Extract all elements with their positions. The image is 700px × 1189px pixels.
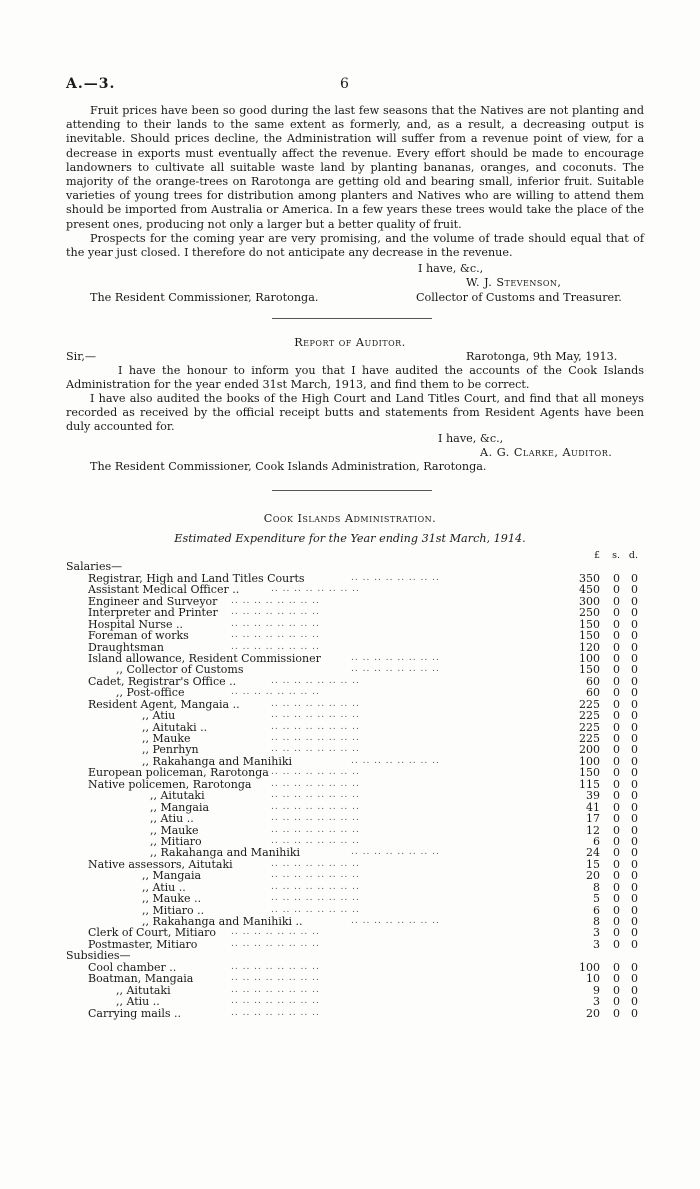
amount-pounds: 450 — [579, 583, 600, 597]
row-label: Boatman, Mangaia — [88, 972, 194, 986]
amount-shillings: 0 — [613, 754, 620, 768]
row-label: European policeman, Rarotonga — [88, 766, 269, 780]
amount-pence: 0 — [631, 709, 638, 723]
leader-dots: .. .. .. .. .. .. .. .. — [271, 824, 360, 835]
leader-dots: .. .. .. .. .. .. .. .. — [231, 630, 320, 641]
row-label: ,, Atiu .. — [142, 880, 186, 894]
amount-shillings: 0 — [613, 926, 620, 940]
amount-shillings: 0 — [613, 995, 620, 1009]
amount-shillings: 0 — [613, 583, 620, 597]
leader-dots: .. .. .. .. .. .. .. .. — [231, 607, 320, 618]
amount-shillings: 0 — [613, 732, 620, 745]
leader-dots: .. .. .. .. .. .. .. .. — [271, 790, 360, 801]
row-label: Draughtsman — [88, 640, 164, 654]
amount-shillings: 0 — [613, 834, 620, 848]
amount-pence: 0 — [631, 937, 638, 951]
row-label: ,, Atiu — [142, 709, 176, 723]
amount-pence: 0 — [631, 720, 638, 734]
amount-pence: 0 — [631, 686, 638, 700]
amount-shillings: 0 — [613, 857, 620, 871]
amount-pence: 0 — [631, 903, 638, 917]
row-label: Carrying mails .. — [88, 1006, 182, 1020]
amount-shillings: 0 — [613, 972, 620, 986]
leader-dots: .. .. .. .. .. .. .. .. — [231, 595, 320, 606]
amount-pounds: 9 — [593, 983, 600, 997]
leader-dots: .. .. .. .. .. .. .. .. — [351, 572, 440, 583]
amount-pounds: 3 — [593, 937, 600, 951]
row-label: Cool chamber .. — [88, 960, 177, 974]
amount-shillings: 0 — [613, 915, 620, 928]
row-label: Assistant Medical Officer .. — [88, 583, 240, 597]
table-row — [66, 790, 646, 801]
row-label: Postmaster, Mitiaro — [88, 937, 198, 951]
amount-shillings: 0 — [613, 960, 620, 974]
leader-dots: .. .. .. .. .. .. .. .. — [271, 584, 360, 595]
amount-pounds: 150 — [579, 617, 600, 631]
divider-rule — [272, 318, 432, 319]
amount-pounds: 6 — [593, 834, 600, 848]
column-headers — [66, 550, 646, 561]
paragraph-prospects: Prospects for the coming year are very promising, and the volume of trade should equal that of the year just closed. I therefore do not anticipate any decrease in the revenue. — [66, 232, 644, 260]
amount-shillings: 0 — [613, 892, 620, 906]
amount-pounds: 225 — [579, 697, 600, 711]
amount-pence: 0 — [631, 857, 638, 871]
row-label: ,, Aitutaki .. — [142, 720, 208, 734]
table-row — [66, 687, 646, 698]
leader-dots: .. .. .. .. .. .. .. .. — [231, 996, 320, 1007]
leader-dots: .. .. .. .. .. .. .. .. — [271, 881, 360, 892]
amount-shillings: 0 — [613, 594, 620, 608]
leader-dots: .. .. .. .. .. .. .. .. — [351, 664, 440, 675]
leader-dots: .. .. .. .. .. .. .. .. — [231, 984, 320, 995]
amount-shillings: 0 — [613, 903, 620, 917]
table-row — [66, 710, 646, 721]
amount-pounds: 225 — [579, 720, 600, 734]
amount-shillings: 0 — [613, 789, 620, 803]
amount-pence: 0 — [631, 777, 638, 791]
amount-shillings: 0 — [613, 663, 620, 677]
amount-pounds: 60 — [586, 674, 600, 688]
amount-pounds: 20 — [586, 869, 600, 883]
leader-dots: .. .. .. .. .. .. .. .. — [271, 870, 360, 881]
row-label: ,, Atiu .. — [116, 995, 160, 1009]
row-label: ,, Rakahanga and Manihiki — [142, 754, 293, 768]
row-label: Subsidies— — [66, 949, 131, 963]
amount-pence: 0 — [631, 754, 638, 768]
amount-pounds: 100 — [579, 960, 600, 974]
auditor-place-date: Rarotonga, 9th May, 1913. — [466, 350, 618, 363]
amount-pounds: 350 — [579, 571, 600, 585]
row-label: Clerk of Court, Mitiaro — [88, 926, 217, 940]
amount-shillings: 0 — [613, 846, 620, 860]
amount-shillings: 0 — [613, 937, 620, 951]
amount-pence: 0 — [631, 663, 638, 677]
leader-dots: .. .. .. .. .. .. .. .. — [231, 618, 320, 629]
amount-pence: 0 — [631, 800, 638, 814]
row-label: ,, Aitutaki — [150, 789, 205, 803]
amount-pounds: 250 — [579, 606, 600, 620]
amount-pence: 0 — [631, 617, 638, 631]
amount-pence: 0 — [631, 640, 638, 654]
leader-dots: .. .. .. .. .. .. .. .. — [271, 858, 360, 869]
row-label: Foreman of works — [88, 629, 189, 643]
amount-pence: 0 — [631, 812, 638, 826]
auditor-addressee: The Resident Commissioner, Cook Islands Administration, Rarotonga. — [90, 460, 487, 473]
row-label: Native assessors, Aitutaki — [88, 857, 233, 871]
col-pounds-header: £ — [593, 550, 600, 561]
amount-pounds: 225 — [579, 732, 600, 745]
leader-dots: .. .. .. .. .. .. .. .. — [231, 938, 320, 949]
row-label: ,, Collector of Customs — [116, 663, 244, 677]
estimate-subtitle: Estimated Expenditure for the Year ending 31st March, 1914. — [174, 532, 526, 545]
row-label: ,, Aitutaki — [116, 983, 171, 997]
amount-shillings: 0 — [613, 823, 620, 837]
amount-pounds: 3 — [593, 995, 600, 1009]
leader-dots: .. .. .. .. .. .. .. .. — [231, 973, 320, 984]
amount-shillings: 0 — [613, 709, 620, 723]
row-label: Native policemen, Rarotonga — [88, 777, 252, 791]
amount-pounds: 3 — [593, 926, 600, 940]
amount-pence: 0 — [631, 732, 638, 745]
amount-pounds: 39 — [586, 789, 600, 803]
col-shillings-header: s. — [612, 550, 620, 561]
amount-pence: 0 — [631, 789, 638, 803]
leader-dots: .. .. .. .. .. .. .. .. — [271, 710, 360, 721]
letter1-addressee: The Resident Commissioner, Rarotonga. — [90, 291, 319, 304]
leader-dots: .. .. .. .. .. .. .. .. — [271, 835, 360, 846]
row-label: Registrar, High and Land Titles Courts — [88, 571, 305, 585]
amount-pence: 0 — [631, 571, 638, 585]
amount-shillings: 0 — [613, 880, 620, 894]
row-label: ,, Rakahanga and Manihiki — [150, 846, 301, 860]
amount-pounds: 8 — [593, 880, 600, 894]
amount-pence: 0 — [631, 869, 638, 883]
row-label: ,, Mangaia — [142, 869, 202, 883]
amount-shillings: 0 — [613, 651, 620, 665]
divider-rule-2 — [272, 490, 432, 491]
row-label: ,, Mauke — [150, 823, 199, 837]
amount-shillings: 0 — [613, 800, 620, 814]
leader-dots: .. .. .. .. .. .. .. .. — [271, 904, 360, 915]
leader-dots: .. .. .. .. .. .. .. .. — [351, 755, 440, 766]
amount-shillings: 0 — [613, 686, 620, 700]
auditor-salutation: Sir,— — [66, 350, 97, 363]
amount-pence: 0 — [631, 846, 638, 860]
leader-dots: .. .. .. .. .. .. .. .. — [271, 721, 360, 732]
amount-pounds: 150 — [579, 629, 600, 643]
amount-pounds: 200 — [579, 743, 600, 757]
leader-dots: .. .. .. .. .. .. .. .. — [271, 801, 360, 812]
amount-shillings: 0 — [613, 697, 620, 711]
amount-pounds: 15 — [586, 857, 600, 871]
amount-pounds: 24 — [586, 846, 600, 860]
leader-dots: .. .. .. .. .. .. .. .. — [271, 767, 360, 778]
row-label: ,, Mangaia — [150, 800, 210, 814]
row-label: Resident Agent, Mangaia .. — [88, 697, 240, 711]
row-label: ,, Rakahanga and Manihiki .. — [142, 915, 303, 928]
row-label: ,, Mitiaro .. — [142, 903, 205, 917]
amount-pounds: 10 — [586, 972, 600, 986]
leader-dots: .. .. .. .. .. .. .. .. — [271, 778, 360, 789]
amount-pence: 0 — [631, 594, 638, 608]
amount-pence: 0 — [631, 926, 638, 940]
amount-shillings: 0 — [613, 674, 620, 688]
table-row — [66, 607, 646, 618]
leader-dots: .. .. .. .. .. .. .. .. — [271, 893, 360, 904]
amount-pence: 0 — [631, 674, 638, 688]
table-row — [66, 996, 646, 1007]
amount-pence: 0 — [631, 629, 638, 643]
expenditure-rows — [66, 561, 646, 1019]
amount-pounds: 60 — [586, 686, 600, 700]
table-row — [66, 939, 646, 950]
amount-shillings: 0 — [613, 1006, 620, 1020]
table-row — [66, 1008, 646, 1019]
amount-pence: 0 — [631, 972, 638, 986]
leader-dots: .. .. .. .. .. .. .. .. — [271, 744, 360, 755]
amount-pence: 0 — [631, 892, 638, 906]
leader-dots: .. .. .. .. .. .. .. .. — [231, 1007, 320, 1018]
row-label: Hospital Nurse .. — [88, 617, 184, 631]
amount-pounds: 12 — [586, 823, 600, 837]
amount-shillings: 0 — [613, 743, 620, 757]
table-row — [66, 973, 646, 984]
row-label: ,, Post-office — [116, 686, 185, 700]
leader-dots: .. .. .. .. .. .. .. .. — [271, 698, 360, 709]
amount-pence: 0 — [631, 743, 638, 757]
amount-pence: 0 — [631, 1006, 638, 1020]
amount-pence: 0 — [631, 983, 638, 997]
amount-shillings: 0 — [613, 571, 620, 585]
auditor-heading: Report of Auditor. — [294, 336, 406, 349]
amount-pounds: 100 — [579, 754, 600, 768]
row-label: Island allowance, Resident Commissioner — [88, 651, 321, 665]
leader-dots: .. .. .. .. .. .. .. .. — [271, 813, 360, 824]
letter1-signatory-title: Collector of Customs and Treasurer. — [416, 291, 622, 304]
auditor-closing: I have, &c., — [438, 432, 504, 445]
amount-pounds: 41 — [586, 800, 600, 814]
leader-dots: .. .. .. .. .. .. .. .. — [351, 847, 440, 858]
amount-shillings: 0 — [613, 983, 620, 997]
amount-pence: 0 — [631, 606, 638, 620]
amount-pounds: 100 — [579, 651, 600, 665]
col-pence-header: d. — [628, 550, 638, 561]
amount-shillings: 0 — [613, 812, 620, 826]
letter1-closing: I have, &c., — [418, 262, 484, 275]
row-label: ,, Atiu .. — [150, 812, 194, 826]
amount-pounds: 8 — [593, 915, 600, 928]
row-label: ,, Mitiaro — [150, 834, 202, 848]
row-label: Salaries— — [66, 560, 123, 574]
amount-pence: 0 — [631, 960, 638, 974]
letter1-signatory: W. J. Stevenson, — [466, 276, 562, 289]
leader-dots: .. .. .. .. .. .. .. .. — [231, 927, 320, 938]
amount-pence: 0 — [631, 834, 638, 848]
amount-pounds: 150 — [579, 663, 600, 677]
leader-dots: .. .. .. .. .. .. .. .. — [231, 961, 320, 972]
amount-pounds: 225 — [579, 709, 600, 723]
table-row — [66, 870, 646, 881]
table-row — [66, 630, 646, 641]
row-label: ,, Mauke .. — [142, 892, 202, 906]
amount-shillings: 0 — [613, 869, 620, 883]
amount-pounds: 5 — [593, 892, 600, 906]
amount-shillings: 0 — [613, 777, 620, 791]
expenditure-table — [66, 550, 646, 1019]
amount-pounds: 20 — [586, 1006, 600, 1020]
amount-pence: 0 — [631, 583, 638, 597]
amount-pence: 0 — [631, 880, 638, 894]
amount-pounds: 115 — [579, 777, 600, 791]
document-code: A.—3. — [66, 76, 116, 92]
amount-pounds: 120 — [579, 640, 600, 654]
amount-pence: 0 — [631, 766, 638, 780]
leader-dots: .. .. .. .. .. .. .. .. — [351, 652, 440, 663]
amount-shillings: 0 — [613, 617, 620, 631]
amount-shillings: 0 — [613, 766, 620, 780]
leader-dots: .. .. .. .. .. .. .. .. — [231, 687, 320, 698]
row-label: ,, Mauke — [142, 732, 191, 745]
row-label: Engineer and Surveyor — [88, 594, 218, 608]
row-label: ,, Penrhyn — [142, 743, 199, 757]
row-label: Cadet, Registrar's Office .. — [88, 674, 237, 688]
amount-shillings: 0 — [613, 640, 620, 654]
amount-pounds: 17 — [586, 812, 600, 826]
amount-shillings: 0 — [613, 720, 620, 734]
leader-dots: .. .. .. .. .. .. .. .. — [351, 916, 440, 926]
amount-pence: 0 — [631, 651, 638, 665]
amount-shillings: 0 — [613, 606, 620, 620]
auditor-signatory: A. G. Clarke, Auditor. — [480, 446, 613, 459]
amount-pounds: 300 — [579, 594, 600, 608]
table-row — [66, 813, 646, 824]
auditor-paragraph-2: I have also audited the books of the High Court and Land Titles Court, and find that all moneys recorded as received by the official receipt butts and statements from Resident Agents have been duly accounted for. — [66, 392, 644, 434]
amount-pence: 0 — [631, 995, 638, 1009]
paragraph-fruit-prices: Fruit prices have been so good during the last few seasons that the Natives are not planting and attending to their lands to the same extent as formerly, and, as a result, a decreasing output is inevitable. Should prices decline, the Administration will suffer from a revenue point of view, for a decrease in exports must eventually affect the revenue. Every effort should be made to encourage landowners to cultivate all suitable waste land by planting bananas, oranges, and coconuts. The majority of the orange-trees on Rarotonga are getting old and bearing small, inferior fruit. Suitable varieties of young trees for distribution among planters and Natives who are willing to attend them should be imported from Australia or America. In a few years these trees would take the place of the present ones, producing not only a larger but a better quality of fruit. — [66, 104, 644, 231]
amount-shillings: 0 — [613, 629, 620, 643]
leader-dots: .. .. .. .. .. .. .. .. — [231, 641, 320, 652]
estimate-title: Cook Islands Administration. — [263, 512, 437, 525]
amount-pence: 0 — [631, 915, 638, 928]
amount-pounds: 6 — [593, 903, 600, 917]
table-row — [66, 893, 646, 904]
amount-pence: 0 — [631, 823, 638, 837]
amount-pence: 0 — [631, 697, 638, 711]
page-number: 6 — [340, 76, 349, 92]
leader-dots: .. .. .. .. .. .. .. .. — [271, 675, 360, 686]
leader-dots: .. .. .. .. .. .. .. .. — [271, 733, 360, 743]
auditor-paragraph-1: I have the honour to inform you that I have audited the accounts of the Cook Islands Administration for the year ended 31st March, 1913, and find them to be correct. — [66, 364, 644, 392]
row-label: Interpreter and Printer — [88, 606, 218, 620]
amount-pounds: 150 — [579, 766, 600, 780]
